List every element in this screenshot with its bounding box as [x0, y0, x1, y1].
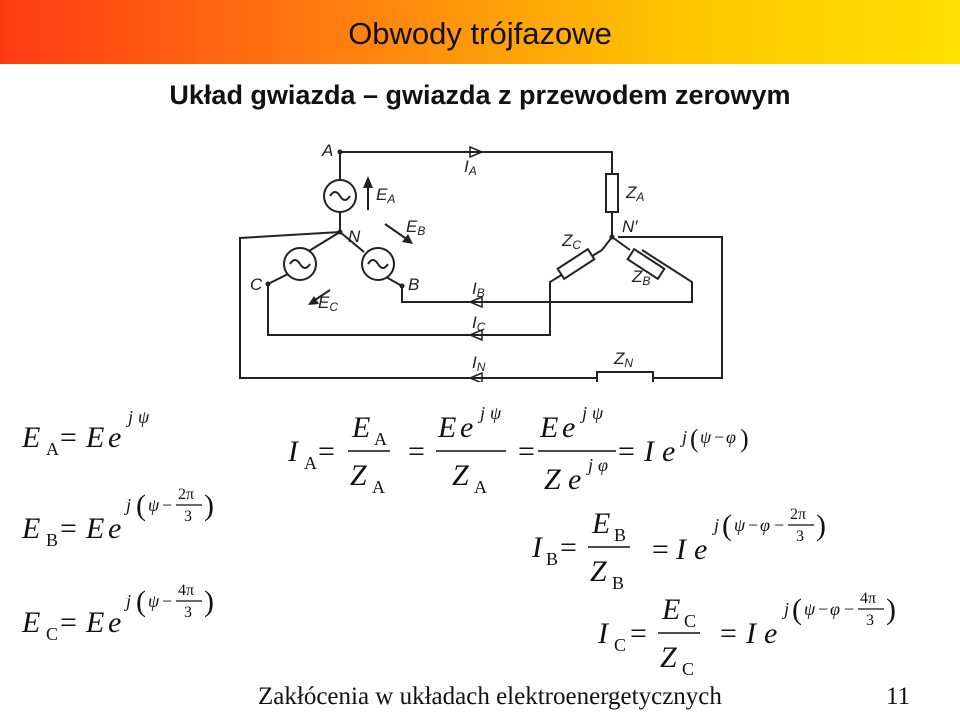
svg-text:j: j — [126, 495, 132, 515]
source-c — [284, 248, 316, 280]
svg-text:Z: Z — [350, 459, 367, 492]
svg-text:E: E — [86, 606, 105, 639]
svg-text:(: ( — [136, 489, 146, 522]
svg-text:E: E — [540, 411, 559, 444]
label-node-n: N — [348, 227, 361, 246]
svg-text:I: I — [532, 531, 542, 564]
label-emf-b: EB — [406, 217, 426, 238]
equation-ea — [21, 407, 150, 459]
svg-text:−: − — [818, 599, 829, 619]
wire-c-left — [268, 274, 288, 284]
svg-text:E: E — [86, 512, 105, 545]
svg-text:I: I — [676, 533, 686, 566]
source-a — [324, 180, 356, 212]
svg-text:C: C — [684, 611, 697, 631]
equation-ec — [21, 582, 214, 644]
svg-text:(: ( — [136, 585, 146, 618]
svg-text:(: ( — [690, 424, 699, 453]
svg-text:=: = — [518, 435, 535, 468]
source-b — [362, 248, 394, 280]
label-impedance-za: ZA — [626, 183, 645, 204]
svg-text:A: A — [372, 477, 385, 497]
page-subtitle: Układ gwiazda – gwiazda z przewodem zerowym — [169, 80, 791, 110]
equation-ib — [531, 506, 826, 593]
svg-text:E: E — [22, 606, 41, 639]
label-node-b: B — [408, 275, 420, 294]
svg-text:j: j — [126, 591, 132, 611]
svg-text:e: e — [562, 411, 576, 444]
svg-text:=: = — [560, 531, 577, 564]
svg-text:e: e — [460, 411, 474, 444]
arrow-emf-b — [385, 224, 408, 240]
svg-text:j: j — [480, 403, 486, 423]
svg-text:=: = — [408, 435, 425, 468]
svg-text:A: A — [46, 439, 59, 459]
svg-text:E: E — [438, 411, 457, 444]
impedance-zn — [597, 372, 653, 382]
svg-text:ψ: ψ — [804, 599, 816, 619]
svg-text:Z: Z — [590, 555, 607, 588]
svg-text:I: I — [598, 617, 608, 650]
label-node-c: C — [250, 275, 263, 294]
svg-text:e: e — [108, 512, 122, 545]
svg-text:): ) — [740, 424, 749, 453]
svg-text:2π: 2π — [178, 486, 195, 503]
svg-text:3: 3 — [796, 528, 804, 545]
svg-text:A: A — [474, 477, 487, 497]
svg-text:3: 3 — [184, 604, 192, 621]
svg-text:3: 3 — [184, 508, 192, 525]
label-current-c: IC — [472, 313, 486, 334]
svg-text:e: e — [694, 533, 708, 566]
svg-text:ψ: ψ — [148, 495, 160, 515]
label-current-a: IA — [464, 157, 477, 178]
svg-text:E: E — [86, 421, 105, 454]
equations-area — [0, 395, 960, 680]
node-b-dot — [400, 284, 405, 289]
svg-text:): ) — [816, 509, 826, 542]
svg-text:Z: Z — [452, 459, 469, 492]
svg-text:E: E — [662, 593, 681, 626]
arrow-emf-a-head — [363, 176, 373, 188]
svg-text:I: I — [288, 435, 298, 468]
svg-text:−: − — [844, 599, 855, 619]
svg-text:B: B — [46, 530, 59, 550]
node-c-dot — [266, 282, 271, 287]
svg-text:−: − — [162, 591, 173, 611]
wire-zb-load — [612, 237, 630, 250]
svg-text:e: e — [108, 606, 122, 639]
svg-text:Z: Z — [660, 641, 677, 674]
svg-text:−: − — [714, 427, 725, 447]
svg-text:−: − — [162, 495, 173, 515]
svg-text:e: e — [764, 617, 778, 650]
svg-text:3: 3 — [866, 612, 874, 629]
node-n-dot — [338, 230, 343, 235]
svg-text:C: C — [46, 624, 59, 644]
svg-text:A: A — [374, 429, 387, 449]
svg-text:=: = — [652, 533, 669, 566]
svg-text:): ) — [886, 593, 896, 626]
svg-text:φ: φ — [760, 515, 770, 535]
svg-text:φ: φ — [598, 455, 608, 475]
svg-text:j: j — [588, 455, 594, 475]
label-current-n: IN — [472, 353, 486, 374]
svg-text:=: = — [618, 435, 635, 468]
svg-text:C: C — [682, 659, 695, 679]
svg-text:(: ( — [792, 593, 802, 626]
page-title: Obwody trójfazowe — [348, 16, 612, 51]
svg-text:B: B — [546, 549, 559, 569]
svg-text:e: e — [108, 421, 122, 454]
node-a-dot — [338, 150, 343, 155]
svg-text:ψ: ψ — [138, 407, 150, 427]
label-impedance-zn: ZN — [614, 349, 634, 370]
svg-text:E: E — [592, 507, 611, 540]
svg-text:=: = — [720, 617, 737, 650]
equation-eb — [21, 486, 214, 550]
svg-text:E: E — [22, 512, 41, 545]
svg-text:j: j — [784, 599, 790, 619]
svg-text:): ) — [204, 585, 214, 618]
svg-text:j: j — [682, 427, 688, 447]
svg-text:φ: φ — [726, 427, 736, 447]
svg-text:B: B — [614, 525, 627, 545]
svg-text:j: j — [582, 403, 588, 423]
svg-text:): ) — [204, 489, 214, 522]
label-emf-c: EC — [318, 293, 339, 314]
svg-text:e: e — [662, 435, 676, 468]
label-impedance-zb: ZB — [632, 267, 651, 288]
svg-text:j: j — [128, 407, 134, 427]
label-emf-a: EA — [376, 185, 396, 206]
svg-text:=: = — [630, 617, 647, 650]
page-number: 11 — [886, 683, 911, 710]
svg-text:ψ: ψ — [734, 515, 746, 535]
svg-text:I: I — [644, 435, 654, 468]
svg-text:E: E — [352, 411, 371, 444]
equation-ic — [597, 590, 896, 679]
svg-text:−: − — [774, 515, 785, 535]
node-np-dot — [610, 235, 615, 240]
svg-text:B: B — [612, 573, 625, 593]
label-node-np: N′ — [622, 217, 638, 236]
svg-text:=: = — [318, 435, 335, 468]
wire-b-down — [386, 277, 402, 286]
svg-text:4π: 4π — [860, 590, 877, 607]
label-current-b: IB — [472, 279, 485, 300]
impedance-za — [606, 174, 618, 212]
svg-text:e: e — [568, 463, 582, 496]
svg-text:−: − — [748, 515, 759, 535]
circuit-diagram — [230, 132, 730, 382]
svg-text:2π: 2π — [790, 506, 807, 523]
svg-text:=: = — [60, 512, 77, 545]
svg-text:φ: φ — [830, 599, 840, 619]
impedance-zc — [558, 249, 595, 279]
svg-text:E: E — [22, 421, 41, 454]
svg-text:ψ: ψ — [490, 403, 502, 423]
footer-text: Zakłócenia w układach elektroenergetycznych — [258, 683, 722, 710]
svg-text:j: j — [714, 515, 720, 535]
label-node-a: A — [322, 141, 334, 160]
svg-text:=: = — [60, 606, 77, 639]
svg-text:Z: Z — [544, 463, 561, 496]
equation-ia — [287, 403, 749, 497]
svg-text:(: ( — [722, 509, 732, 542]
svg-text:A: A — [304, 453, 317, 473]
label-impedance-zc: ZC — [562, 231, 582, 252]
svg-text:ψ: ψ — [148, 591, 160, 611]
svg-text:C: C — [614, 635, 627, 655]
svg-text:ψ: ψ — [592, 403, 604, 423]
svg-text:=: = — [60, 421, 77, 454]
svg-text:I: I — [746, 617, 756, 650]
svg-text:4π: 4π — [178, 582, 195, 599]
svg-text:ψ: ψ — [700, 427, 712, 447]
